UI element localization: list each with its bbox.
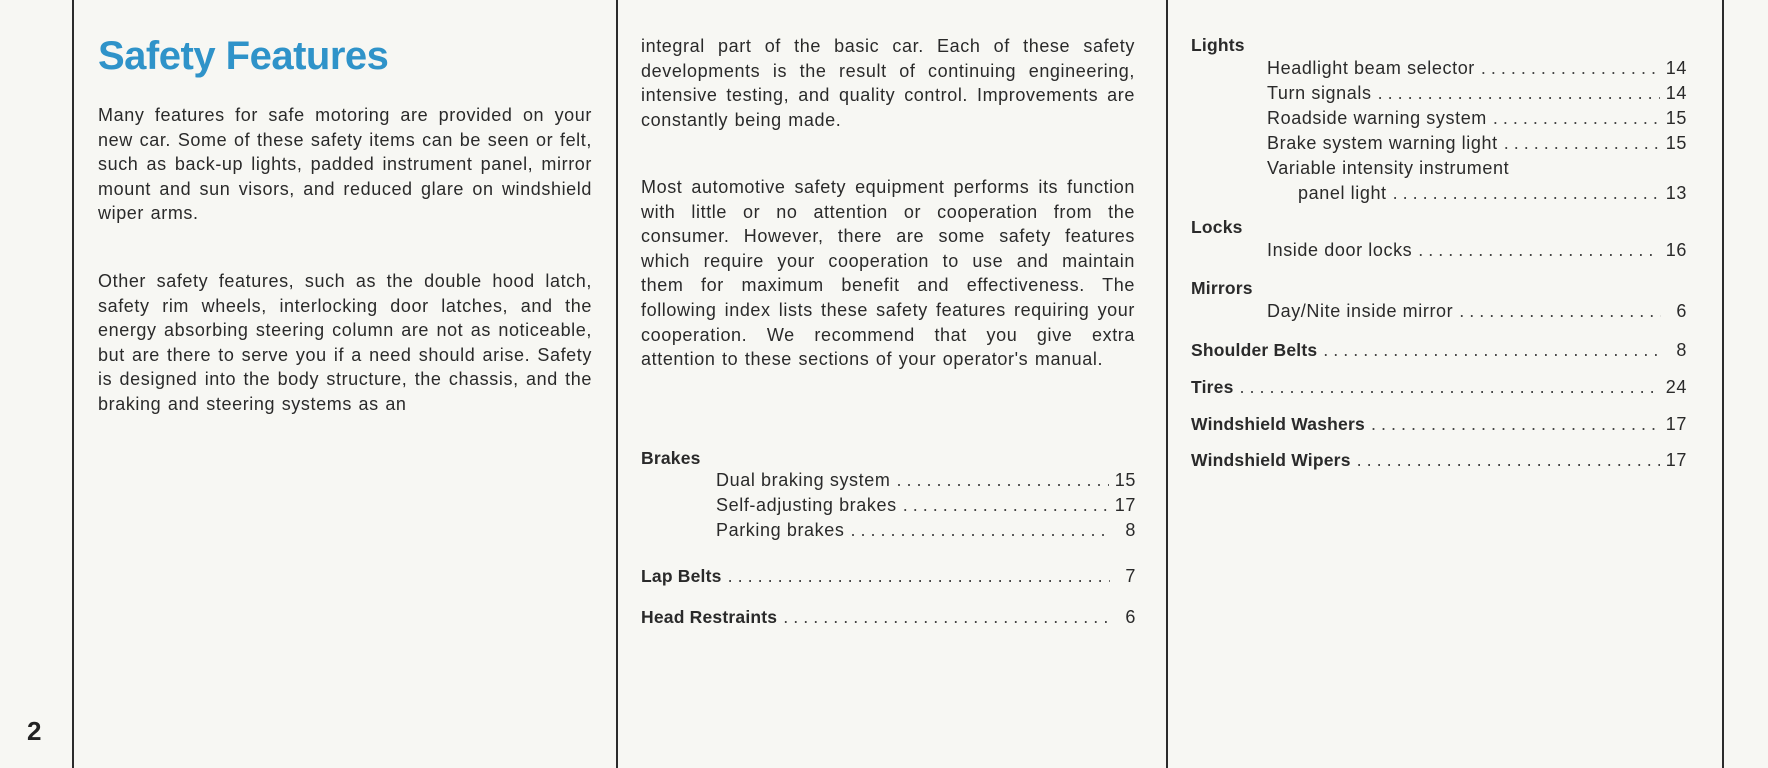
index-entry-label: Inside door locks xyxy=(1267,240,1413,260)
index-entry-page: 7 xyxy=(1125,566,1136,586)
index-entry-page: 14 xyxy=(1665,83,1687,103)
leader-dots xyxy=(1240,377,1660,398)
index-heading-brakes: Brakes xyxy=(641,448,701,468)
index-entry-page: 24 xyxy=(1665,377,1687,397)
leader-dots xyxy=(1459,301,1661,322)
leader-dots xyxy=(903,495,1109,516)
index-entry xyxy=(716,520,1136,541)
index-entry-label: Lap Belts xyxy=(641,566,722,586)
index-entry-label: Dual braking system xyxy=(716,470,891,490)
index-entry-label: Day/Nite inside mirror xyxy=(1267,301,1454,321)
leader-dots xyxy=(1378,83,1660,104)
column-divider xyxy=(616,0,618,768)
index-heading-lights: Lights xyxy=(1191,35,1245,55)
column-divider xyxy=(1722,0,1724,768)
index-entry-page: 17 xyxy=(1665,450,1687,470)
index-entry-label: panel light xyxy=(1298,183,1387,203)
index-entry xyxy=(1298,183,1687,204)
leader-dots xyxy=(1504,133,1660,154)
index-entry-windshield-washers xyxy=(1191,414,1687,435)
index-entry xyxy=(1267,58,1687,79)
index-entry-page: 8 xyxy=(1676,340,1687,360)
index-entry-label: Headlight beam selector xyxy=(1267,58,1475,78)
leader-dots xyxy=(896,470,1108,491)
index-entry-label: Windshield Wipers xyxy=(1191,450,1351,470)
page-title: Safety Features xyxy=(98,34,389,78)
index-entry xyxy=(716,495,1136,516)
leader-dots xyxy=(850,520,1110,541)
index-entry-page: 8 xyxy=(1125,520,1136,540)
index-entry-page: 15 xyxy=(1114,470,1136,490)
intro-paragraph-1: Many features for safe motoring are provided on your new car. Some of these safety items can be seen or felt, such as back-up lights, padded instrument panel, mirror mount and sun visors, and reduced glare on windshield wiper arms. xyxy=(98,105,592,224)
column-divider xyxy=(1166,0,1168,768)
index-entry-label: Tires xyxy=(1191,377,1234,397)
index-entry-label: Self-adjusting brakes xyxy=(716,495,897,515)
index-entry-shoulder-belts xyxy=(1191,340,1687,361)
index-heading-mirrors: Mirrors xyxy=(1191,278,1253,298)
leader-dots xyxy=(1493,108,1660,129)
index-entry-label: Head Restraints xyxy=(641,607,778,627)
index-entry-page: 13 xyxy=(1665,183,1687,203)
index-entry-head-restraints xyxy=(641,607,1136,628)
index-entry xyxy=(1267,108,1687,129)
leader-dots xyxy=(1418,240,1659,261)
index-entry-lap-belts xyxy=(641,566,1136,587)
index-entry xyxy=(1267,83,1687,104)
index-entry-page: 6 xyxy=(1125,607,1136,627)
leader-dots xyxy=(1357,450,1660,471)
index-entry-label: Windshield Washers xyxy=(1191,414,1365,434)
leader-dots xyxy=(728,566,1110,587)
index-entry-page: 17 xyxy=(1114,495,1136,515)
index-entry-page: 15 xyxy=(1665,108,1687,128)
index-entry-page: 6 xyxy=(1676,301,1687,321)
index-entry-windshield-wipers xyxy=(1191,450,1687,471)
index-heading-locks: Locks xyxy=(1191,217,1243,237)
page-number: 2 xyxy=(27,716,42,746)
intro-paragraph-3: integral part of the basic car. Each of these safety developments is the result of continuing engineering, intensive testing, and quality control. Improvements are constantly being made. xyxy=(641,36,1135,130)
index-entry-page: 17 xyxy=(1665,414,1687,434)
index-entry xyxy=(1267,133,1687,154)
intro-paragraph-2: Other safety features, such as the double hood latch, safety rim wheels, interlocking door latches, and the energy absorbing steering column are not as noticeable, but are there to serve you if a need should arise. Safety is designed into the body structure, the chassis, and the braking and steering systems as an xyxy=(98,271,592,414)
index-entry-page: 15 xyxy=(1665,133,1687,153)
index-entry-label: Turn signals xyxy=(1267,83,1372,103)
intro-paragraph-4: Most automotive safety equipment performs its function with little or no attention or cooperation from the consumer. However, there are some safety features which require your cooperation to use and maintain them for maximum benefit and effectiveness. The following index lists these safety features requiring your cooperation. We recommend that you give extra attention to these sections of your operator's manual. xyxy=(641,177,1135,370)
index-entry-tires xyxy=(1191,377,1687,398)
index-entry-label: Shoulder Belts xyxy=(1191,340,1318,360)
index-entry-page: 14 xyxy=(1665,58,1687,78)
leader-dots xyxy=(1393,183,1660,204)
index-entry xyxy=(1267,240,1687,261)
index-entry-label: Roadside warning system xyxy=(1267,108,1487,128)
column-divider xyxy=(72,0,74,768)
leader-dots xyxy=(1323,340,1661,361)
index-entry-label: Brake system warning light xyxy=(1267,133,1498,153)
index-entry-label: Parking brakes xyxy=(716,520,845,540)
leader-dots xyxy=(783,607,1110,628)
index-entry xyxy=(716,470,1136,491)
index-entry xyxy=(1267,301,1687,322)
leader-dots xyxy=(1371,414,1660,435)
index-entry-label: Variable intensity instrument xyxy=(1267,158,1510,178)
index-entry-page: 16 xyxy=(1665,240,1687,260)
leader-dots xyxy=(1481,58,1660,79)
